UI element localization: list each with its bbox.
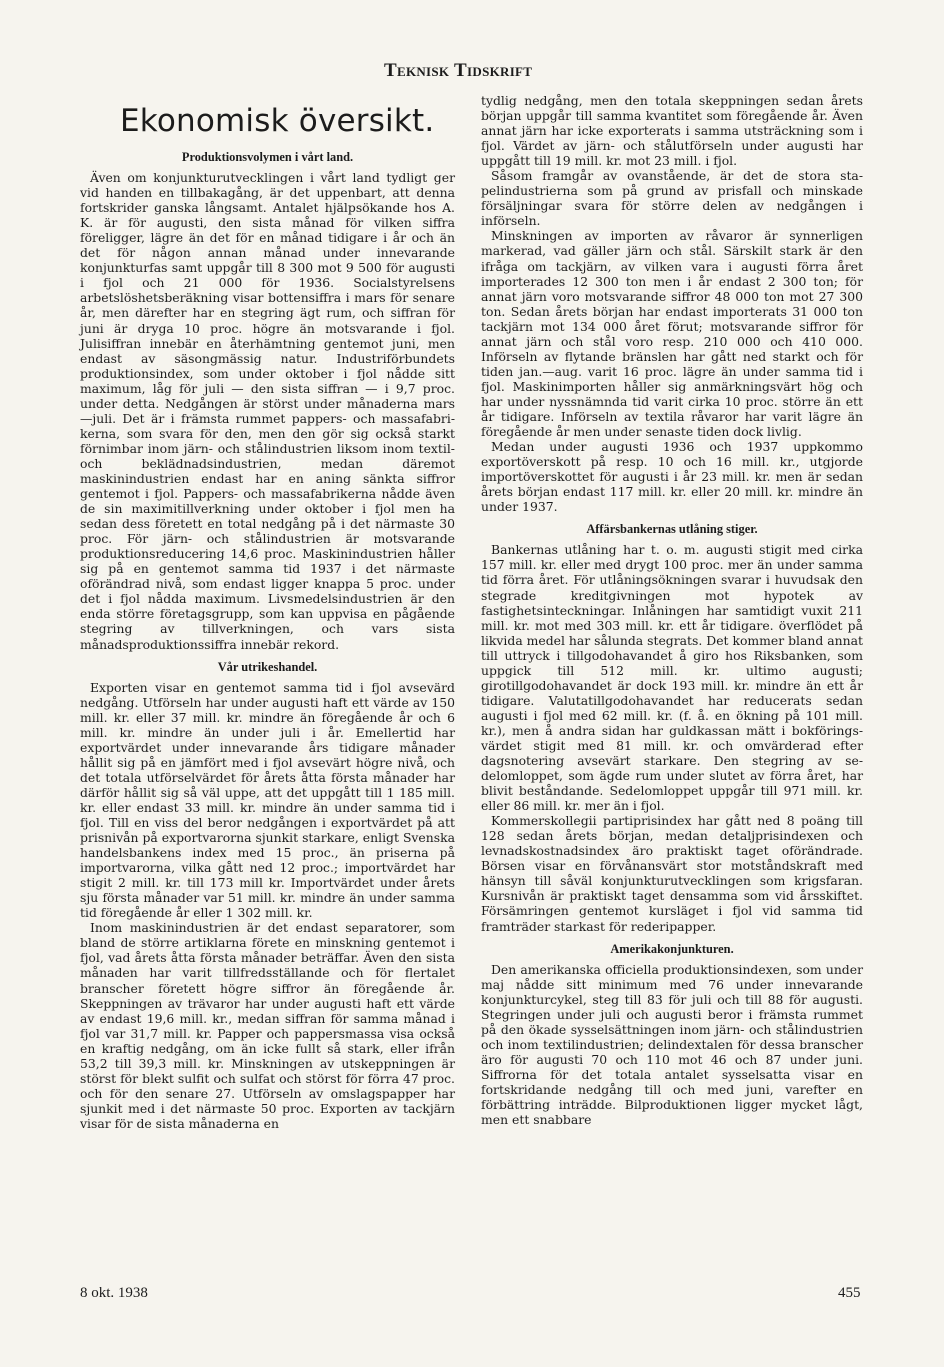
paragraph: tydlig nedgång, men den totala skeppningen sedan årets början uppgår till samma kvantitet som föregående år. Även annat järn har icke exporterats i samma utsträckning som i fjol. Värdet av järn- och stålutförseln under augusti har uppgått till 19 mill. kr. mot 23 mill. i fjol. (481, 93, 863, 169)
paragraph: Såsom framgår av ovanstående, är det de stora stapelindustrierna som på grund av prisfall och minskade försäljningar svara för större delen av nedgången i införseln. (481, 168, 863, 229)
journal-masthead: Teknisk Tidskrift (384, 60, 533, 81)
paragraph: Inom maskinindustrien är det endast separatorer, som bland de större artiklarna förete en minskning gentemot i fjol, vad årets åtta första månader beträffar. Även den sista månaden har varit tillfredsställande och för flertalet branscher företett högre siffror än föregående år. Skeppningen av trävaror har under augusti haft ett värde av endast 19,6 mill. kr., medan siffran för samma månad i fjol var 31,7 mill. kr. Papper och pappersmassa visa också en kraftig nedgång, om än icke fullt så stark, eller ifrån 53,2 till 39,3 mill. kr. Minskningen av utskeppningen är störst för blekt sulfit och sulfat och störst för förra 47 proc. och för den senare 27. Utförseln av omslagspapper har sjunkit med i det närmaste 50 proc. Exporten av tackjärn visar för de sista månaderna en (80, 920, 455, 1131)
paragraph: Även om konjunkturutvecklingen i vårt land tydligt ger vid handen en tillbakagång, är det uppenbart, att denna fortskrider ganska långsamt. Antalet hjälpsökande hos A. K. är för augusti, den sista månad för vilken siffra föreligger, lägre än det för en månad tidigare i år och än det för någon annan månad under innevarande konjunkturfas samt uppgår till 8 300 mot 9 500 för augusti i fjol och 21 000 för 1936. Socialstyrelsens arbetslöshetsberäkning visar bottensiffra i mars för senare år, men därefter har en stegring ägt rum, och siffran för juni är dryga 10 proc. högre än motsvarande i fjol. Julisiffran innebär en återhämtning gentemot juni, men endast av säsongmässig natur. Industriförbundets produktionsindex, som under oktober i fjol nådde sitt maximum, låg för juli — den sista siffran — i 9,7 proc. under detta. Nedgången är störst under månaderna mars—juli. Det är i främsta rummet pappers- och massafabrikerna, som svara för den, men den gör sig också starkt förnimbar inom järn- och stålindustrien liksom inom textil- och beklädnadsindustrien, medan däremot maskinindustrien endast har en aning sänkta siffror gentemot i fjol. Pappers- och massafabrikerna nådde även de sin maximitillverkning under oktober i fjol men ha sedan dess företett en total nedgång på i det närmaste 30 proc. För järn- och stålindustrien är motsvarande produktionsreducering 14,6 proc. Maskinindustrien håller sig på en gentemot samma tid 1937 i det närmaste oförändrad nivå, som endast ligger knappa 5 proc. under det i fjol nådda maximum. Livsmedelsindustrien är den enda större företagsgrupp, som kan uppvisa en pågående stegring av tillverkningen, och vars sista månadsproduktionssiffra innebär rekord. (80, 170, 455, 652)
paragraph: Medan under augusti 1936 och 1937 uppkommo exportöverskott på resp. 10 och 16 mill. kr., utgjorde importöverskottet för augusti i år 23 mill. kr. men är sedan årets början endast 117 mill. kr. eller 20 mill. kr. mindre än under 1937. (481, 439, 863, 515)
paragraph: Kommerskollegii partiprisindex har gått ned 8 poäng till 128 sedan årets början, medan detaljprisindexen och levnadskostnadsindex äro praktiskt taget oförändrade. Börsen visar en förvånansvärt stor motståndskraft med hänsyn till såväl konjunkturutvecklingen som krigsfaran. Kursnivån är praktiskt taget densamma som vid årsskiftet. Försämringen gentemot kursläget i fjol vid samma tid framträder starkast för rederipapper. (481, 813, 863, 934)
issue-date: 8 okt. 1938 (80, 1285, 148, 1301)
left-column (80, 92, 455, 1131)
paragraph: Minskningen av importen av råvaror är synnerligen markerad, vad gäller järn och stål. Särskilt stark är den ifråga om tackjärn, av vilken vara i augusti förra året importerades 12 300 ton men i år endast 2 300 ton; för annat järn voro motsvarande siffror 48 000 ton mot 27 300 ton. Sedan årets början har endast importerats 31 000 ton tackjärn mot 134 000 året förut; motsvarande siffror för annat järn och stål voro resp. 210 000 och 410 000. Införseln av flytande bränslen har gått ned starkt och för tiden jan.—aug. varit 16 proc. lägre än under samma tid i fjol. Maskinimporten håller sig anmärkningsvärt hög och har under nyssnämnda tid varit cirka 10 proc. större än ett år tidigare. Införseln av textila råvaror har varit lägre än föregående år men under senaste tiden dock livlig. (481, 228, 863, 440)
section-heading: Affärsbankernas utlåning stiger. (586, 522, 758, 537)
paragraph: Den amerikanska officiella produktionsindexen, som under maj nådde sitt minimum med 76 under innevarande konjunkturcykel, steg till 83 för juli och till 88 för augusti. Stegringen under juli och augusti beror i främsta rummet på den ökade sysselsättningen inom järn- och stålindustrien och inom textilindustrien; delindextalen för dessa branscher äro för augusti 70 och 110 mot 46 och 87 under juni. Siffrorna för det totala antalet sysselsatta visar en fortskridande nedgång till och med juni, varefter en förbättring inträdde. Bilproduktionen ligger mycket lågt, men ett snabbare (481, 961, 863, 1128)
section-heading: Produktionsvolymen i vårt land. (181, 150, 354, 164)
right-column (481, 93, 863, 1127)
paragraph: Exporten visar en gentemot samma tid i fjol avsevärd nedgång. Utförseln har under augusti haft ett värde av 150 mill. kr. eller 37 mill. kr. mindre än föregående år och 6 mill. kr. mindre än under juli i år. Emellertid har exportvärdet under innevarande års tidigare månader hållit sig på en jämfört med i fjol avsevärt högre nivå, och det totala utförselvärdet för årets åtta första månader har därför hållit sig så väl uppe, att det uppgått till 1 185 mill. kr. eller endast 33 mill. kr. mindre än under samma tid i fjol. Till en viss del beror nedgången i exportvärdet på att prisnivån på exportvarorna sjunkit starkare, enligt Svenska handelsbankens index med 15 proc., än priserna på importvarorna, vilka gått ned 12 proc.; importvärdet har stigit 2 mill. kr. till 173 mill kr. Importvärdet under årets sju första månader var 51 mill. kr. mindre än under samma tid föregående år eller 1 302 mill. kr. (80, 679, 455, 921)
paragraph: Bankernas utlåning har t. o. m. augusti stigit med cirka 157 mill. kr. eller med drygt 100 proc. mer än under samma tid förra året. För utlåningsökningen svarar i huvudsak den stegrade kreditgivningen mot hypotek av fastighetsinteckningar. Inlåningen har samtidigt vuxit 211 mill. kr. mot med 303 mill. kr. ett år tidigare. överflödet på likvida medel har sålunda stegrats. Det kommer bland annat till uttryck i tillgodohavandet å giro hos Riksbanken, som uppgick till 512 mill. kr. ultimo augusti; girotillgodohavandet är dock 193 mill. kr. mindre än ett år tidigare. Valutatillgodohavandet har reducerats sedan augusti i fjol med 62 mill. kr. (f. å. en ökning på 101 mill. kr.), men å andra sidan har guldkassan mätt i bokföringsvärdet stigit med 81 mill. kr. och omvärderad efter dagsnotering avsevärt starkare. Den stegring av sedelomloppet, som ägde rum under slutet av förra året, har blivit beståndande. Sedelomloppet uppgår till 971 mill. kr. eller 86 mill. kr. mer än i fjol. (481, 542, 863, 814)
section-heading: Vår utrikeshandel. (217, 659, 318, 674)
page-number: 455 (838, 1285, 861, 1301)
section-heading: Amerikakonjunkturen. (610, 941, 734, 956)
article-title: Ekonomisk översikt. (120, 103, 435, 139)
